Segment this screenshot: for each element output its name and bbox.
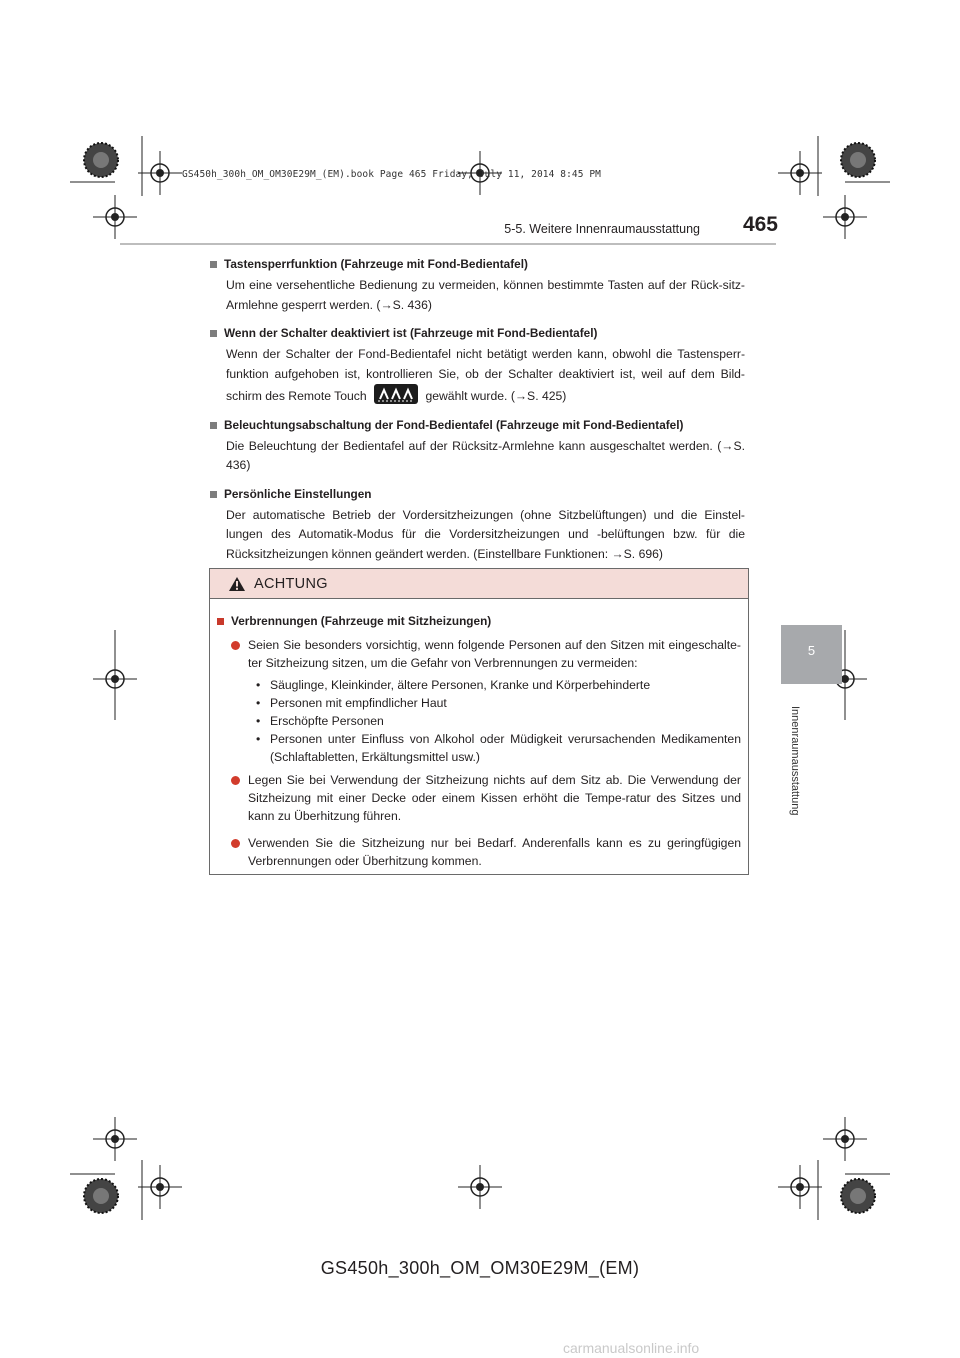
square-bullet-icon: [210, 330, 217, 337]
header-rule: [120, 243, 776, 245]
item-body-text: gewählt wurde. (→S. 425): [425, 389, 567, 403]
square-bullet-icon: [217, 618, 224, 625]
bullet-text: Verwenden Sie die Sitzheizung nur bei Bedarf. Anderenfalls kann es zu geringfügigen Verbrennungen oder Überhitzung kommen.: [248, 836, 741, 868]
square-bullet-icon: [210, 261, 217, 268]
red-dot-icon: [231, 839, 240, 848]
info-item: [210, 416, 745, 476]
item-heading: Persönliche Einstellungen: [224, 486, 372, 501]
warning-box: [209, 568, 749, 875]
warning-bullet: [231, 636, 741, 766]
item-body: Um eine versehentliche Bedienung zu vermeiden, können bestimmte Tasten auf der Rück-sitz-Armlehne gesperrt werden. (→S. 436): [226, 278, 745, 312]
info-item: [210, 485, 745, 565]
info-item: [210, 255, 745, 315]
list-item: • Personen mit empfindlicher Haut: [256, 696, 447, 710]
item-heading: Beleuchtungsabschaltung der Fond-Bedientafel (Fahrzeuge mit Fond-Bedientafel): [224, 417, 684, 432]
item-body-text: Wenn der Schalter der Fond-Bedientafel nicht betätigt werden kann, obwohl die Tastensperr-funktion aufgehoben ist, kontrollieren Sie, ob der Schalter deaktiviert ist, weil auf dem Bild-schirm des Remote Touch: [226, 347, 745, 403]
chapter-side-title: Innenraumausstattung: [789, 706, 801, 816]
warning-header: [210, 569, 748, 599]
item-heading: Tastensperrfunktion (Fahrzeuge mit Fond-Bedientafel): [224, 257, 528, 271]
sub-list: [248, 676, 741, 766]
book-file-line: GS450h_300h_OM_OM30E29M_(EM).book Page 465 Friday, July 11, 2014 8:45 PM: [182, 169, 602, 180]
section-title: 5-5. Weitere Innenraumausstattung: [504, 222, 700, 236]
item-body: Der automatische Betrieb der Vordersitzheizungen (ohne Sitzbelüftungen) und die Einstel-lungen des Automatik-Modus für die Vordersitzheizungen und -belüftungen bzw. für die Rücksitzheizungen können geändert werden. (Einstellbare Funktionen: →S. 696): [226, 507, 745, 561]
bullet-text: Seien Sie besonders vorsichtig, wenn folgende Personen auf den Sitzen mit eingeschalte-ter Sitzheizung sitzen, um die Gefahr von Verbrennungen zu vermeiden:: [248, 638, 741, 670]
warning-bullet: [231, 771, 741, 825]
main-content: [210, 255, 745, 573]
item-heading: Wenn der Schalter deaktiviert ist (Fahrzeuge mit Fond-Bedientafel): [224, 326, 598, 340]
chapter-tab: [781, 625, 842, 684]
list-item: • Säuglinge, Kleinkinder, ältere Personen, Kranke und Körperbehinderte: [256, 678, 651, 692]
red-dot-icon: [231, 641, 240, 650]
warning-triangle-icon: [228, 576, 246, 592]
page-number: 465: [742, 213, 778, 236]
chapter-number: 5: [807, 643, 816, 658]
info-item: [210, 324, 745, 407]
square-bullet-icon: [210, 491, 217, 498]
square-bullet-icon: [210, 422, 217, 429]
warning-body: [210, 599, 748, 870]
warning-heading: Verbrennungen (Fahrzeuge mit Sitzheizungen): [231, 614, 492, 628]
bullet-text: Legen Sie bei Verwendung der Sitzheizung nichts auf dem Sitz ab. Die Verwendung der Sitzheizung mit einer Decke oder einem Kissen erhöht die Tempe-ratur des Sitzes und kann zu Überhitzung führen.: [248, 773, 741, 823]
watermark: carmanualsonline.info: [563, 1340, 700, 1356]
list-item: • Personen unter Einfluss von Alkohol oder Müdigkeit verursachenden Medikamenten (Schlaftabletten, Erkältungsmittel usw.): [256, 732, 741, 764]
item-body: [226, 345, 745, 407]
footer-code: GS450h_300h_OM_OM30E29M_(EM): [320, 1258, 640, 1278]
red-dot-icon: [231, 776, 240, 785]
item-body: Die Beleuchtung der Bedientafel auf der Rücksitz-Armlehne kann ausgeschaltet werden. (→S. 436): [226, 438, 745, 472]
warning-title: ACHTUNG: [254, 575, 328, 592]
list-item: • Erschöpfte Personen: [256, 714, 384, 728]
warning-bullet: [231, 834, 741, 870]
rear-seat-icon: [374, 384, 418, 404]
